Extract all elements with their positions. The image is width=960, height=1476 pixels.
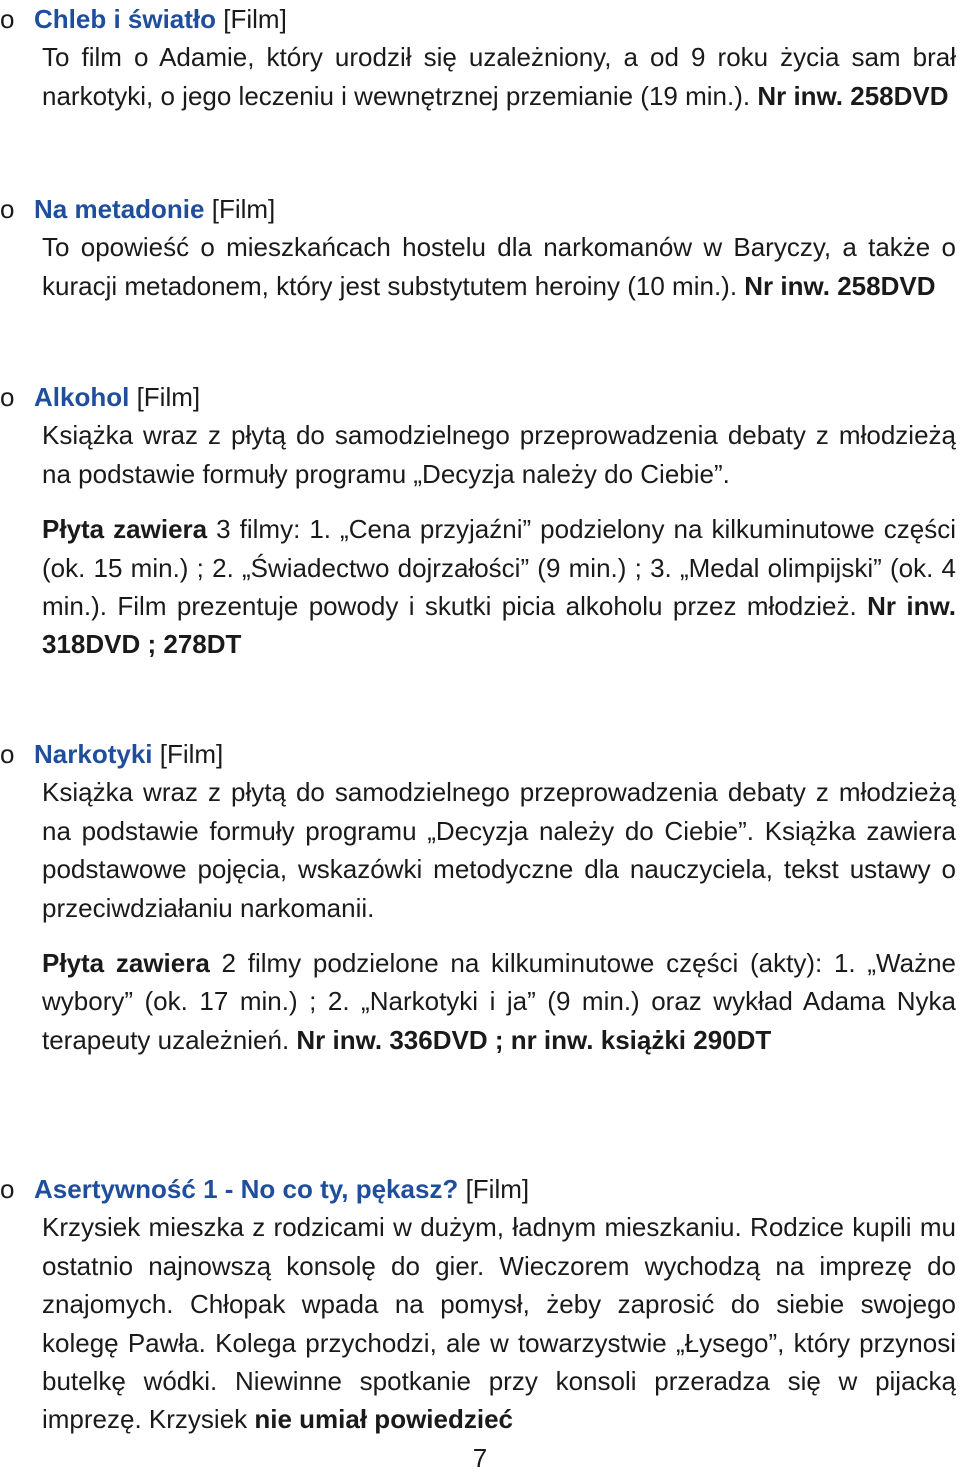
entry-title-line: [0, 378, 956, 416]
entry-description: [42, 416, 956, 663]
description-paragraph: [42, 38, 956, 115]
catalog-entry: [0, 735, 956, 1059]
bullet-marker: o: [0, 194, 15, 224]
bold-text: nie umiał powiedzieć: [254, 1404, 514, 1435]
entry-title-line: [0, 0, 956, 38]
catalog-entry: [0, 0, 956, 115]
body-text: 2 filmy podzielone na kilkuminutowe części (akty): 1. „Ważne wybory” (ok. 17 min.) ; 2. „Narkotyki i ja” (9 min.) oraz wykład Adama Nyka terapeuty uzależnień.: [42, 948, 956, 1055]
body-text: Książka wraz z płytą do samodzielnego przeprowadzenia debaty z młodzieżą na podstawie formuły programu „Decyzja należy do Ciebie”.: [42, 420, 956, 489]
body-text: To film o Adamie, który urodził się uzależniony, a od 9 roku życia sam brał narkotyki, o jego leczeniu i wewnętrznej przemianie (19 min.).: [42, 42, 956, 111]
entry-title: Alkohol: [34, 382, 130, 412]
page-number: 7: [472, 1443, 488, 1473]
bold-text: Nr inw. 258DVD: [744, 270, 936, 301]
bold-text: Nr inw. 318DVD ; 278DT: [42, 591, 956, 660]
catalog-entry: [0, 378, 956, 664]
description-paragraph: [42, 944, 956, 1059]
catalog-entry: [0, 1170, 956, 1439]
description-paragraph: [42, 416, 956, 493]
bold-text: Płyta zawiera: [42, 514, 208, 545]
entry-description: [42, 1208, 956, 1438]
entry-type-tag: [Film]: [136, 382, 201, 412]
description-paragraph: [42, 228, 956, 305]
entry-title-line: [0, 735, 956, 773]
entry-title-line: [0, 1170, 956, 1208]
entry-type-tag: [Film]: [465, 1174, 530, 1204]
bullet-marker: o: [0, 382, 15, 412]
body-text: Książka wraz z płytą do samodzielnego przeprowadzenia debaty z młodzieżą na podstawie formuły programu „Decyzja należy do Ciebie”. Książka zawiera podstawowe pojęcia, wskazówki metodyczne dla nauczyciela, tekst ustawy o przeciwdziałaniu narkomanii.: [42, 777, 956, 923]
entry-title: Asertywność 1 - No co ty, pękasz?: [34, 1174, 459, 1204]
entry-title-line: [0, 190, 956, 228]
description-paragraph: [42, 1208, 956, 1438]
body-text: To opowieść o mieszkańcach hostelu dla narkomanów w Baryczy, a także o kuracji metadonem, który jest substytutem heroiny (10 min.).: [42, 232, 956, 301]
bullet-marker: o: [0, 1174, 15, 1204]
bold-text: Płyta zawiera: [42, 948, 210, 979]
entry-title: Na metadonie: [34, 194, 205, 224]
body-text: 3 filmy: 1. „Cena przyjaźni” podzielony na kilkuminutowe części (ok. 15 min.) ; 2. „Świadectwo dojrzałości” (9 min.) ; 3. „Medal olimpijski” (ok. 4 min.). Film prezentuje powody i skutki picia alkoholu przez młodzież.: [42, 514, 957, 622]
body-text: Krzysiek mieszka z rodzicami w dużym, ładnym mieszkaniu. Rodzice kupili mu ostatnio najnowszą konsolę do gier. Wieczorem wychodzą na imprezę do znajomych. Chłopak wpada na pomysł, żeby zaprosić do siebie swojego kolegę Pawła. Kolega przychodzi, ale w towarzystwie „Łysego”, który przynosi butelkę wódki. Niewinne spotkanie przy konsoli przeradza się w pijacką imprezę. Krzysiek: [42, 1212, 956, 1435]
entry-title: Chleb i światło: [34, 4, 217, 34]
description-paragraph: [42, 510, 956, 664]
entry-title: Narkotyki: [34, 739, 153, 769]
entry-description: [42, 38, 956, 115]
description-paragraph: [42, 773, 956, 927]
entry-type-tag: [Film]: [159, 739, 224, 769]
bullet-marker: o: [0, 4, 15, 34]
bullet-marker: o: [0, 739, 15, 769]
entry-type-tag: [Film]: [211, 194, 276, 224]
bold-text: Nr inw. 336DVD ; nr inw. książki 290DT: [296, 1024, 772, 1055]
catalog-entry: [0, 190, 956, 305]
entry-description: [42, 773, 956, 1059]
entry-description: [42, 228, 956, 305]
bold-text: Nr inw. 258DVD: [757, 80, 949, 111]
entry-type-tag: [Film]: [223, 4, 287, 34]
